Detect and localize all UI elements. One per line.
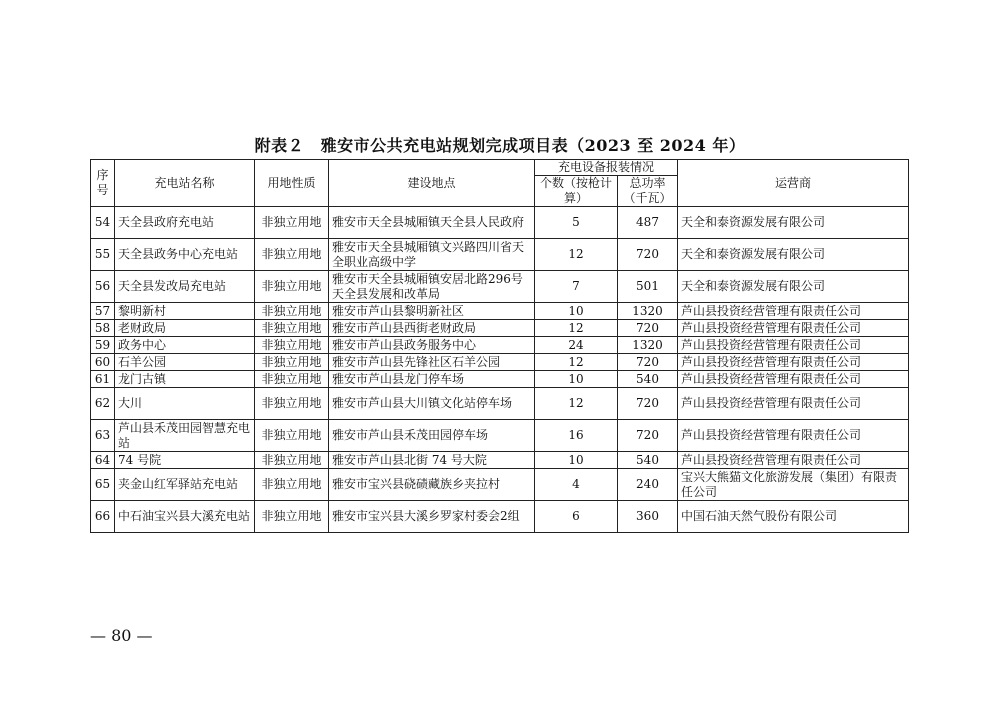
table-row (91, 207, 909, 239)
header-name: 充电站名称 (115, 160, 255, 207)
cell-count: 12 (535, 388, 618, 420)
cell-name: 天全县政务中心充电站 (115, 239, 255, 271)
cell-count: 12 (535, 239, 618, 271)
cell-operator: 芦山县投资经营管理有限责任公司 (678, 320, 909, 337)
cell-land: 非独立用地 (255, 271, 329, 303)
cell-no: 64 (91, 452, 115, 469)
cell-no: 65 (91, 469, 115, 501)
cell-land: 非独立用地 (255, 354, 329, 371)
cell-count: 12 (535, 354, 618, 371)
cell-operator: 芦山县投资经营管理有限责任公司 (678, 354, 909, 371)
cell-land: 非独立用地 (255, 452, 329, 469)
cell-location: 雅安市天全县城厢镇安居北路296号天全县发展和改革局 (329, 271, 535, 303)
cell-power: 501 (618, 271, 678, 303)
cell-count: 10 (535, 371, 618, 388)
cell-land: 非独立用地 (255, 303, 329, 320)
cell-operator: 芦山县投资经营管理有限责任公司 (678, 371, 909, 388)
cell-no: 60 (91, 354, 115, 371)
cell-operator: 宝兴大熊猫文化旅游发展（集团）有限责任公司 (678, 469, 909, 501)
table-row (91, 501, 909, 533)
cell-power: 1320 (618, 337, 678, 354)
page-number: — 80 — (90, 626, 153, 645)
table-row (91, 354, 909, 371)
cell-power: 487 (618, 207, 678, 239)
cell-power: 1320 (618, 303, 678, 320)
cell-count: 4 (535, 469, 618, 501)
cell-power: 720 (618, 239, 678, 271)
cell-land: 非独立用地 (255, 420, 329, 452)
cell-operator: 天全和泰资源发展有限公司 (678, 239, 909, 271)
cell-no: 54 (91, 207, 115, 239)
cell-no: 55 (91, 239, 115, 271)
cell-name: 大川 (115, 388, 255, 420)
cell-location: 雅安市芦山县西街老财政局 (329, 320, 535, 337)
cell-count: 10 (535, 452, 618, 469)
cell-no: 62 (91, 388, 115, 420)
table-row (91, 469, 909, 501)
table-row (91, 320, 909, 337)
cell-name: 政务中心 (115, 337, 255, 354)
header-count: 个数（按枪计算） (535, 176, 618, 207)
cell-power: 720 (618, 320, 678, 337)
cell-no: 63 (91, 420, 115, 452)
cell-count: 10 (535, 303, 618, 320)
cell-operator: 芦山县投资经营管理有限责任公司 (678, 388, 909, 420)
cell-land: 非独立用地 (255, 320, 329, 337)
cell-land: 非独立用地 (255, 388, 329, 420)
table-row (91, 388, 909, 420)
cell-location: 雅安市芦山县黎明新社区 (329, 303, 535, 320)
cell-location: 雅安市宝兴县硗碛藏族乡夹拉村 (329, 469, 535, 501)
cell-name: 天全县发改局充电站 (115, 271, 255, 303)
cell-count: 5 (535, 207, 618, 239)
cell-name: 天全县政府充电站 (115, 207, 255, 239)
cell-land: 非独立用地 (255, 207, 329, 239)
table-row (91, 337, 909, 354)
cell-operator: 中国石油天然气股份有限公司 (678, 501, 909, 533)
cell-power: 540 (618, 371, 678, 388)
cell-power: 360 (618, 501, 678, 533)
cell-land: 非独立用地 (255, 239, 329, 271)
cell-operator: 芦山县投资经营管理有限责任公司 (678, 303, 909, 320)
table-row (91, 371, 909, 388)
cell-name: 芦山县禾茂田园智慧充电站 (115, 420, 255, 452)
table-row (91, 452, 909, 469)
cell-name: 74 号院 (115, 452, 255, 469)
cell-land: 非独立用地 (255, 469, 329, 501)
table-row (91, 420, 909, 452)
cell-count: 16 (535, 420, 618, 452)
charging-station-table (90, 159, 909, 533)
header-power: 总功率（千瓦） (618, 176, 678, 207)
cell-power: 720 (618, 420, 678, 452)
cell-location: 雅安市天全县城厢镇天全县人民政府 (329, 207, 535, 239)
cell-power: 240 (618, 469, 678, 501)
cell-power: 720 (618, 354, 678, 371)
cell-location: 雅安市芦山县先锋社区石羊公园 (329, 354, 535, 371)
cell-count: 7 (535, 271, 618, 303)
cell-name: 龙门古镇 (115, 371, 255, 388)
header-equipment: 充电设备报装情况 (535, 160, 678, 176)
cell-land: 非独立用地 (255, 501, 329, 533)
cell-land: 非独立用地 (255, 371, 329, 388)
cell-no: 66 (91, 501, 115, 533)
cell-no: 57 (91, 303, 115, 320)
header-seq: 序号 (91, 160, 115, 207)
cell-location: 雅安市宝兴县大溪乡罗家村委会2组 (329, 501, 535, 533)
cell-count: 6 (535, 501, 618, 533)
cell-power: 540 (618, 452, 678, 469)
header-land: 用地性质 (255, 160, 329, 207)
cell-no: 59 (91, 337, 115, 354)
cell-name: 石羊公园 (115, 354, 255, 371)
table-title: 附表２ 雅安市公共充电站规划完成项目表（2023 至 2024 年） (254, 136, 746, 155)
header-location: 建设地点 (329, 160, 535, 207)
cell-name: 老财政局 (115, 320, 255, 337)
cell-count: 24 (535, 337, 618, 354)
cell-location: 雅安市芦山县北街 74 号大院 (329, 452, 535, 469)
cell-name: 黎明新村 (115, 303, 255, 320)
cell-no: 56 (91, 271, 115, 303)
table-row (91, 271, 909, 303)
cell-name: 夹金山红军驿站充电站 (115, 469, 255, 501)
cell-operator: 芦山县投资经营管理有限责任公司 (678, 420, 909, 452)
cell-location: 雅安市芦山县龙门停车场 (329, 371, 535, 388)
cell-no: 58 (91, 320, 115, 337)
cell-location: 雅安市芦山县政务服务中心 (329, 337, 535, 354)
cell-count: 12 (535, 320, 618, 337)
cell-operator: 芦山县投资经营管理有限责任公司 (678, 452, 909, 469)
cell-operator: 天全和泰资源发展有限公司 (678, 271, 909, 303)
header-operator: 运营商 (678, 160, 909, 207)
cell-location: 雅安市芦山县禾茂田园停车场 (329, 420, 535, 452)
cell-operator: 天全和泰资源发展有限公司 (678, 207, 909, 239)
cell-power: 720 (618, 388, 678, 420)
cell-location: 雅安市天全县城厢镇文兴路四川省天全职业高级中学 (329, 239, 535, 271)
cell-land: 非独立用地 (255, 337, 329, 354)
table-row (91, 239, 909, 271)
cell-operator: 芦山县投资经营管理有限责任公司 (678, 337, 909, 354)
table-row (91, 303, 909, 320)
cell-no: 61 (91, 371, 115, 388)
cell-location: 雅安市芦山县大川镇文化站停车场 (329, 388, 535, 420)
cell-name: 中石油宝兴县大溪充电站 (115, 501, 255, 533)
